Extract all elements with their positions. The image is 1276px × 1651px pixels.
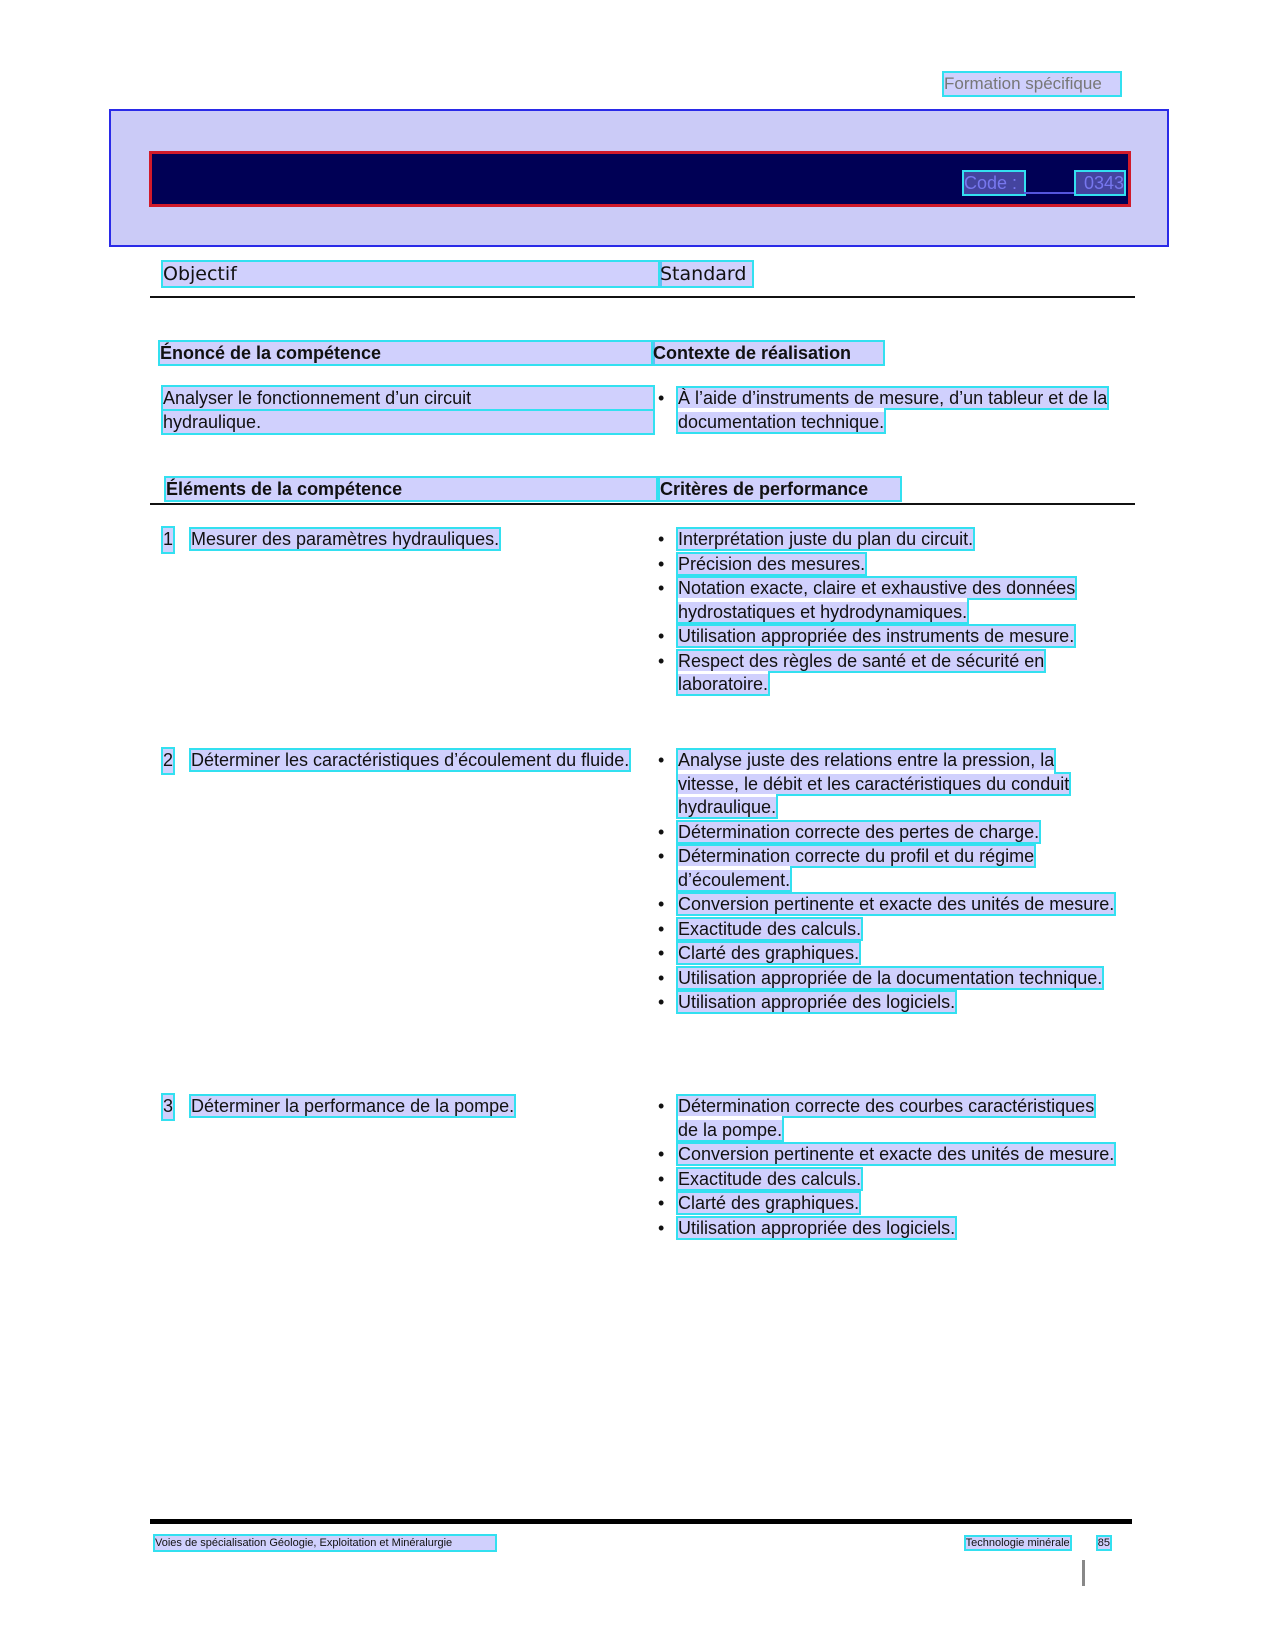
criterion-text: Notation exacte, claire et exhaustive des données hydrostatiques et hydrodynamiques. <box>678 578 1076 622</box>
bullet-icon: • <box>658 846 665 866</box>
context-heading: Contexte de réalisation <box>653 342 883 364</box>
section-rule <box>150 503 1135 505</box>
bullet-icon: • <box>658 578 665 598</box>
criterion <box>656 821 1116 845</box>
criterion-text: Détermination correcte du profil et du régime d’écoulement. <box>678 846 1035 890</box>
context-item <box>656 387 1126 434</box>
statement-line-1: Analyser le fonctionnement d’un circuit <box>163 387 653 409</box>
bullet-icon: • <box>658 750 665 770</box>
code-value: 0343 <box>1076 172 1124 194</box>
footer-program: Voies de spécialisation Géologie, Exploitation et Minéralurgie <box>155 1536 495 1550</box>
criterion <box>656 1192 1116 1216</box>
bullet-icon: • <box>658 918 665 939</box>
bullet-icon: • <box>658 967 665 988</box>
criterion <box>656 625 1116 649</box>
standard-column-heading: Standard <box>660 262 752 286</box>
statement-line-2: hydraulique. <box>163 411 653 433</box>
criterion-text: Conversion pertinente et exacte des unités de mesure. <box>678 894 1115 914</box>
competency-banner <box>109 109 1169 247</box>
element-1 <box>163 528 633 552</box>
bullet-icon: • <box>658 529 665 549</box>
element-number: 1 <box>163 528 173 552</box>
bullet-icon: • <box>658 821 665 842</box>
code-label: Code : <box>964 172 1024 194</box>
element-text: Déterminer les caractéristiques d’écoulement du fluide. <box>191 750 630 770</box>
criterion-text: Exactitude des calculs. <box>678 1168 862 1189</box>
bullet-icon: • <box>658 388 665 408</box>
context-list <box>656 387 1126 435</box>
element-text: Déterminer la performance de la pompe. <box>191 1096 515 1116</box>
criterion <box>656 845 1116 892</box>
footer-program-name: Technologie minérale <box>965 1537 1070 1549</box>
criterion <box>656 967 1116 991</box>
banner-bar <box>149 151 1131 207</box>
criterion-text: Clarté des graphiques. <box>678 943 860 963</box>
criterion <box>656 1143 1116 1167</box>
bullet-icon: • <box>658 1217 665 1238</box>
criterion-text: Clarté des graphiques. <box>678 1193 860 1213</box>
element-2 <box>163 749 633 773</box>
criterion <box>656 1095 1116 1142</box>
criterion-text: Conversion pertinente et exacte des unités de mesure. <box>678 1144 1115 1164</box>
footer-mark <box>1082 1560 1085 1586</box>
criterion-text: Exactitude des calculs. <box>678 918 862 939</box>
element-text: Mesurer des paramètres hydrauliques. <box>191 529 500 549</box>
criterion-text: Détermination correcte des courbes caractéristiques de la pompe. <box>678 1096 1095 1140</box>
criteria-list-2 <box>656 749 1116 1016</box>
criterion-text: Utilisation appropriée des logiciels. <box>678 992 956 1012</box>
criterion <box>656 1168 1116 1192</box>
criterion <box>656 577 1116 624</box>
element-3 <box>163 1095 633 1119</box>
criterion <box>656 918 1116 942</box>
criterion-text: Analyse juste des relations entre la pression, la vitesse, le débit et les caractéristiques du conduit hydraulique. <box>678 750 1070 817</box>
bullet-icon: • <box>658 943 665 963</box>
section-label: Formation spécifique <box>944 73 1120 95</box>
bullet-icon: • <box>658 992 665 1012</box>
criterion-text: Utilisation appropriée des instruments de mesure. <box>678 626 1075 646</box>
criterion-text: Précision des mesures. <box>678 553 866 574</box>
criterion <box>656 553 1116 577</box>
criteria-list-3 <box>656 1095 1116 1241</box>
criterion <box>656 1217 1116 1241</box>
element-number: 3 <box>163 1095 173 1119</box>
bullet-icon: • <box>658 1096 665 1116</box>
bullet-icon: • <box>658 1168 665 1189</box>
header-rule <box>150 296 1135 298</box>
criterion <box>656 942 1116 966</box>
criteria-list-1 <box>656 528 1116 698</box>
criterion-text: Interprétation juste du plan du circuit. <box>678 529 974 549</box>
criterion-text: Détermination correcte des pertes de charge. <box>678 821 1040 842</box>
criterion-text: Utilisation appropriée des logiciels. <box>678 1217 956 1238</box>
bullet-icon: • <box>658 626 665 646</box>
elements-heading: Éléments de la compétence <box>166 478 656 500</box>
criterion-text: Respect des règles de santé et de sécurité en laboratoire. <box>678 650 1045 694</box>
footer-rule <box>150 1519 1132 1524</box>
bullet-icon: • <box>658 650 665 671</box>
bullet-icon: • <box>658 1144 665 1164</box>
element-number: 2 <box>163 749 173 773</box>
code-separator <box>1024 174 1074 194</box>
objective-column-heading: Objectif <box>163 262 660 286</box>
statement-heading: Énoncé de la compétence <box>160 342 653 364</box>
criterion <box>656 650 1116 697</box>
criterion <box>656 749 1116 820</box>
page-number: 85 <box>1097 1537 1110 1549</box>
criteria-heading: Critères de performance <box>660 478 900 500</box>
criterion <box>656 893 1116 917</box>
criterion-text: Utilisation appropriée de la documentation technique. <box>678 967 1103 988</box>
criterion <box>656 991 1116 1015</box>
bullet-icon: • <box>658 1193 665 1213</box>
bullet-icon: • <box>658 553 665 574</box>
context-text: À l’aide d’instruments de mesure, d’un tableur et de la documentation technique. <box>678 388 1108 432</box>
footer-right <box>950 1536 1110 1550</box>
bullet-icon: • <box>658 894 665 914</box>
criterion <box>656 528 1116 552</box>
